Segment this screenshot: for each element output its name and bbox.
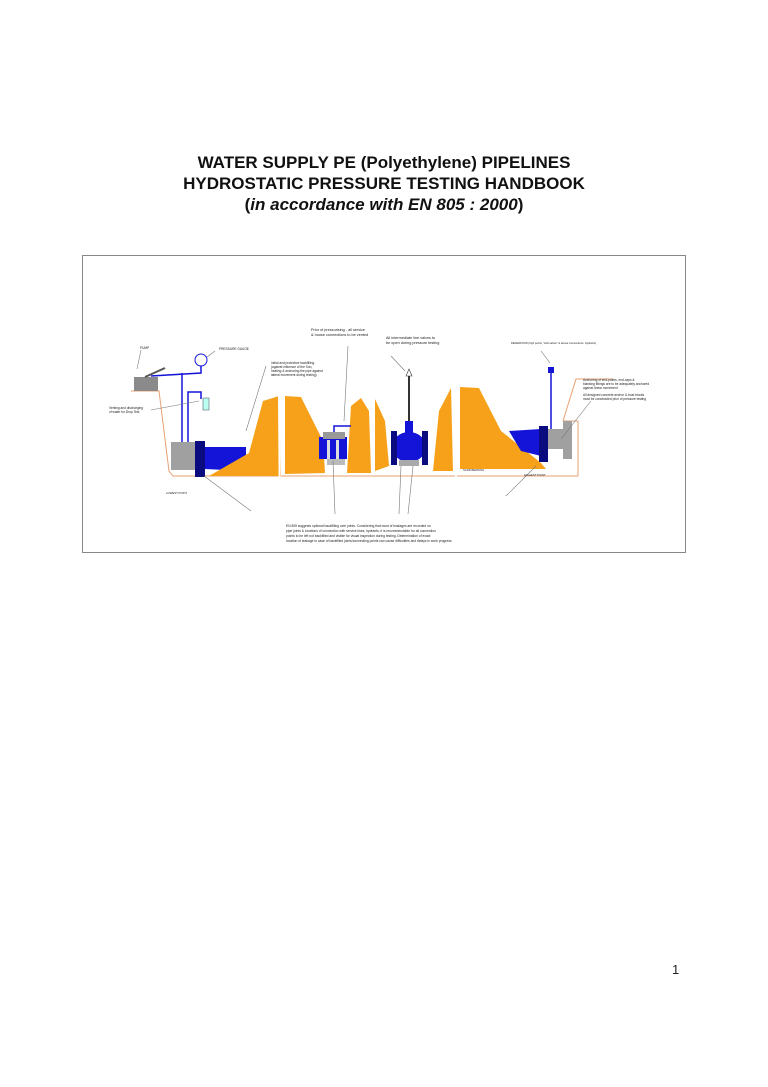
- label-backfilling-4: lateral movement during testing): [271, 373, 317, 377]
- document-title: [0, 152, 768, 215]
- standard-reference: in accordance with EN 805 : 2000: [250, 195, 518, 214]
- label-pump: PUMP: [140, 346, 150, 350]
- label-prior-pressurising-1: Prior of pressurising - all service: [311, 328, 366, 332]
- label-anchoring-3: against linear movement: [583, 386, 618, 390]
- deaeration-valve-icon: [548, 367, 554, 373]
- label-anchoring-5: must be constructed prior of pressure testing: [583, 397, 647, 401]
- label-backfilling-2: (against influence of the Sun,: [271, 365, 313, 369]
- backfill-soil: [209, 387, 546, 476]
- pressure-test-diagram: [82, 255, 686, 553]
- note-line-3: points to be left not backfilled and visible for visual inspection during testing. Determination of exact: [286, 534, 431, 538]
- label-lowest-point: LOWEST POINT: [166, 491, 188, 495]
- label-venting-2: of water for Drop Test: [109, 410, 140, 414]
- concrete-block-left: [171, 442, 195, 470]
- label-backfilling-1: Initial and protective backfilling: [271, 361, 315, 365]
- page-number: 1: [672, 962, 680, 977]
- label-highest-point: HIGHEST POINT: [524, 473, 546, 477]
- label-intermediate-valves-2: be open during pressure testing: [386, 341, 440, 345]
- paren-open: (: [244, 195, 251, 214]
- label-venting-1: Venting and discharging: [109, 406, 144, 410]
- label-intermediate-valves-1: All intermediate line valves to: [386, 336, 436, 340]
- title-line-3: [0, 194, 768, 215]
- flange-left: [195, 441, 205, 477]
- label-backfilling-3: heating & anchoring the pipe against: [271, 369, 323, 373]
- title-line-1: WATER SUPPLY PE (Polyethylene) PIPELINES: [197, 153, 571, 172]
- pressure-gauge-icon: [195, 354, 207, 366]
- note-line-1: EN 805 suggests optional backfilling over joints. Considering that most of leakages are recorded on: [286, 524, 431, 528]
- diagram-svg: [83, 256, 687, 554]
- label-sand-bedding: SAND BEDDING: [463, 468, 485, 472]
- flange-right: [539, 426, 548, 462]
- label-deaeration: DEAERATION (high points, "Holl valves" & House Connections, Hydrants): [511, 342, 597, 345]
- label-anchoring-1: Anchoring of end-points, end-caps &: [583, 378, 635, 382]
- title-line-2: HYDROSTATIC PRESSURE TESTING HANDBOOK: [183, 174, 585, 193]
- note-line-2: pipe joints & locations of connection with service lines, hydrants, it is recommendable for all connection: [286, 529, 436, 533]
- pump-icon: [134, 377, 158, 391]
- label-anchoring-2: blanking fittings are to be adequately anchored: [583, 382, 650, 386]
- note-line-4: location of leakage in case of backfilled joints/connecting points can cause difficulties and delays in work progress: [286, 539, 452, 543]
- drop-test-vessel: [203, 398, 209, 410]
- concrete-block-right: [548, 429, 563, 449]
- label-pressure-gauge: PRESSURE GAUGE: [219, 347, 249, 351]
- paren-close: ): [517, 195, 524, 214]
- label-prior-pressurising-2: & house connections to be vented: [311, 333, 369, 337]
- line-valve-icon: [392, 432, 426, 462]
- label-anchoring-4: All designed concrete anchor & trust blocks: [583, 393, 645, 397]
- service-connection: [323, 432, 345, 439]
